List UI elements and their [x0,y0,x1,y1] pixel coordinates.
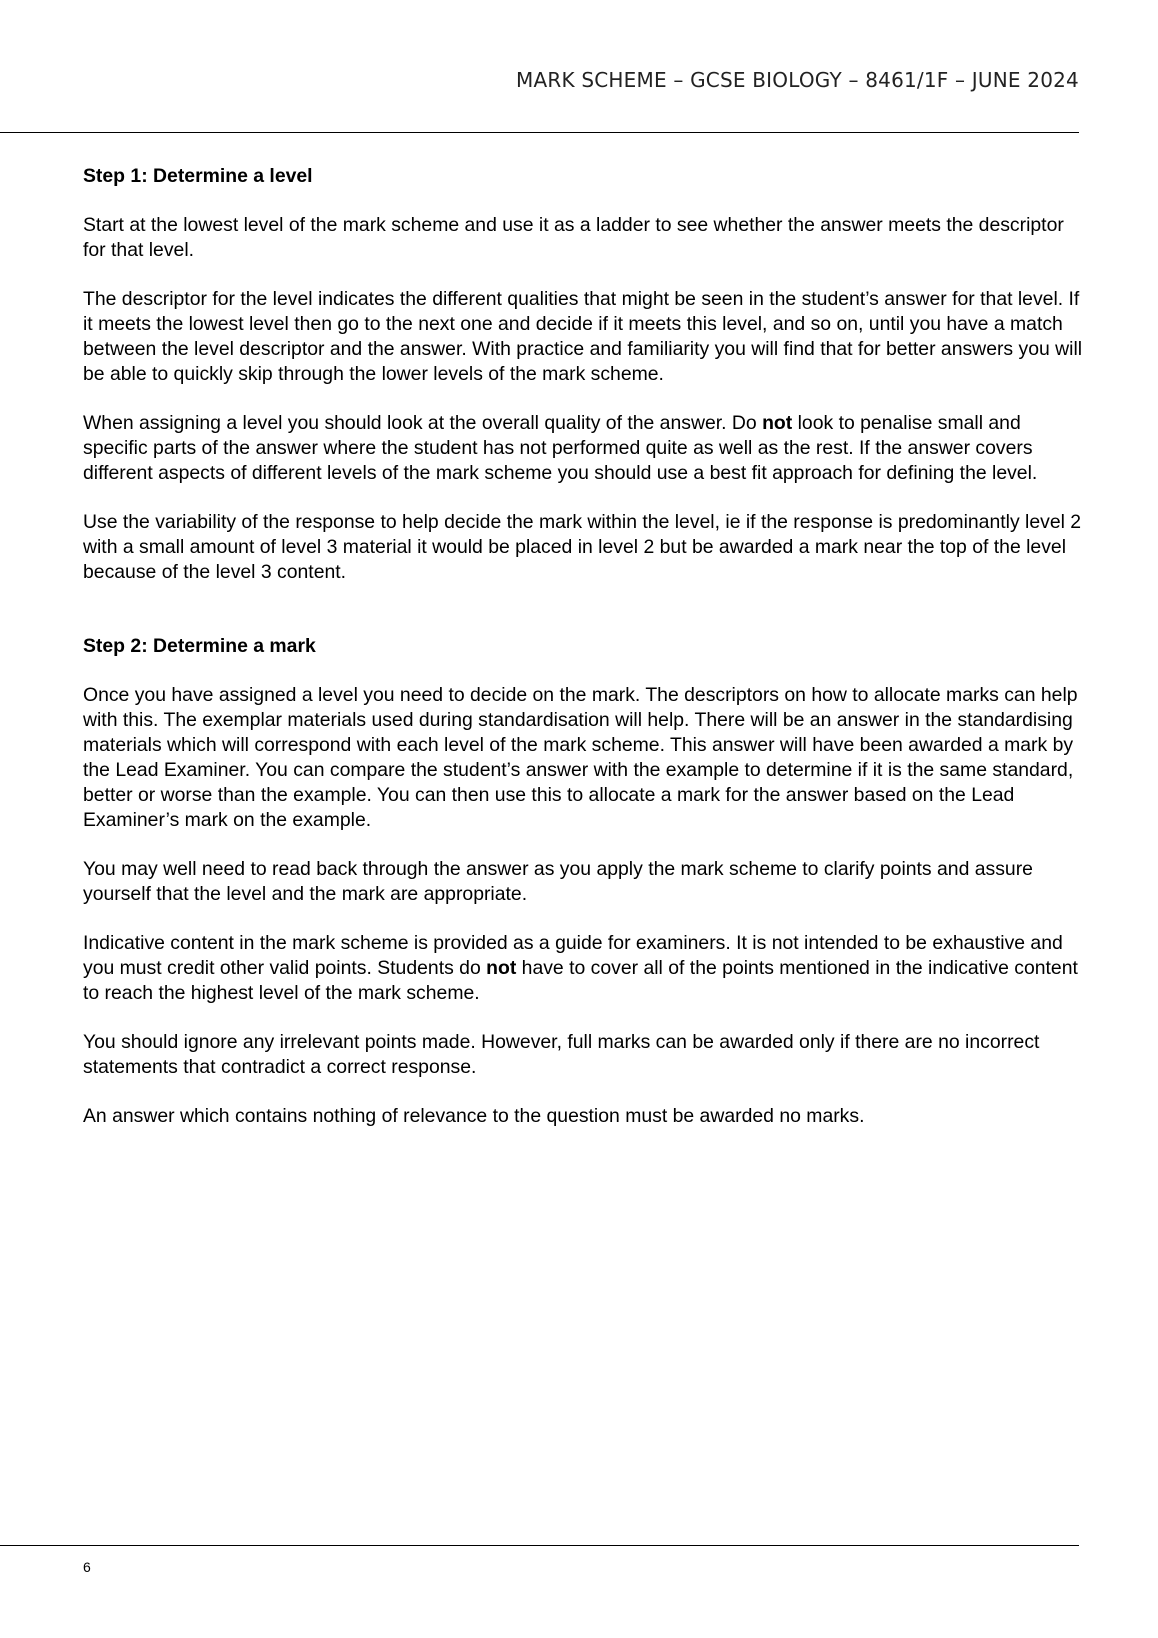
step1-paragraph-2: The descriptor for the level indicates the different qualities that might be seen in the student’s answer for that level. If it meets the lowest level then go to the next one and decide if it meets this level, and so on, until you have a match between the level descriptor and the answer. With practice and familiarity you will find that for better answers you will be able to quickly skip through the lower levels of the mark scheme. [83,288,1083,385]
step1-p3-emphasis: not [762,412,793,434]
step2-p3-emphasis: not [486,957,517,979]
document-body [83,164,1083,1153]
step2-heading: Step 2: Determine a mark [83,635,316,657]
step2-paragraph-4: You should ignore any irrelevant points made. However, full marks can be awarded only if there are no incorrect statements that contradict a correct response. [83,1031,1040,1078]
page-header-title: MARK SCHEME – GCSE BIOLOGY – 8461/1F – JUNE 2024 [516,68,1079,92]
step2-p3-text-before: Indicative content in the mark scheme is provided as a guide for examiners. It is not intended to be exhaustive and you must credit other valid points. Students do [83,932,1063,979]
page-number: 6 [83,1559,91,1575]
step1-p3-text-before: When assigning a level you should look at the overall quality of the answer. Do [83,412,763,434]
step1-section [83,164,1083,585]
step2-paragraph-2: You may well need to read back through the answer as you apply the mark scheme to clarify points and assure yourself that the level and the mark are appropriate. [83,858,1033,905]
step2-paragraph-1: Once you have assigned a level you need to decide on the mark. The descriptors on how to allocate marks can help with this. The exemplar materials used during standardisation will help. There will be an answer in the standardising materials which will correspond with each level of the mark scheme. This answer will have been awarded a mark by the Lead Examiner. You can compare the student’s answer with the example to determine if it is the same standard, better or worse than the example. You can then use this to allocate a mark for the answer based on the Lead Examiner’s mark on the example. [83,684,1078,831]
step1-heading: Step 1: Determine a level [83,165,313,187]
step2-p3-text-after: have to cover all of the points mentioned in the indicative content to reach the highest level of the mark scheme. [83,957,1078,1004]
header-divider [0,132,1079,133]
step1-p3-text-after: look to penalise small and specific parts of the answer where the student has not performed quite as well as the rest. If the answer covers different aspects of different levels of the mark scheme you should use a best fit approach for defining the level. [83,412,1038,484]
step1-paragraph-1: Start at the lowest level of the mark scheme and use it as a ladder to see whether the answer meets the descriptor for that level. [83,214,1064,261]
step2-section [83,634,1083,1129]
step1-paragraph-3 [83,411,1083,486]
step2-paragraph-5: An answer which contains nothing of relevance to the question must be awarded no marks. [83,1105,865,1127]
footer-divider [0,1545,1079,1546]
step1-paragraph-4: Use the variability of the response to help decide the mark within the level, ie if the response is predominantly level 2 with a small amount of level 3 material it would be placed in level 2 but be awarded a mark near the top of the level because of the level 3 content. [83,511,1082,583]
step2-paragraph-3 [83,931,1083,1006]
